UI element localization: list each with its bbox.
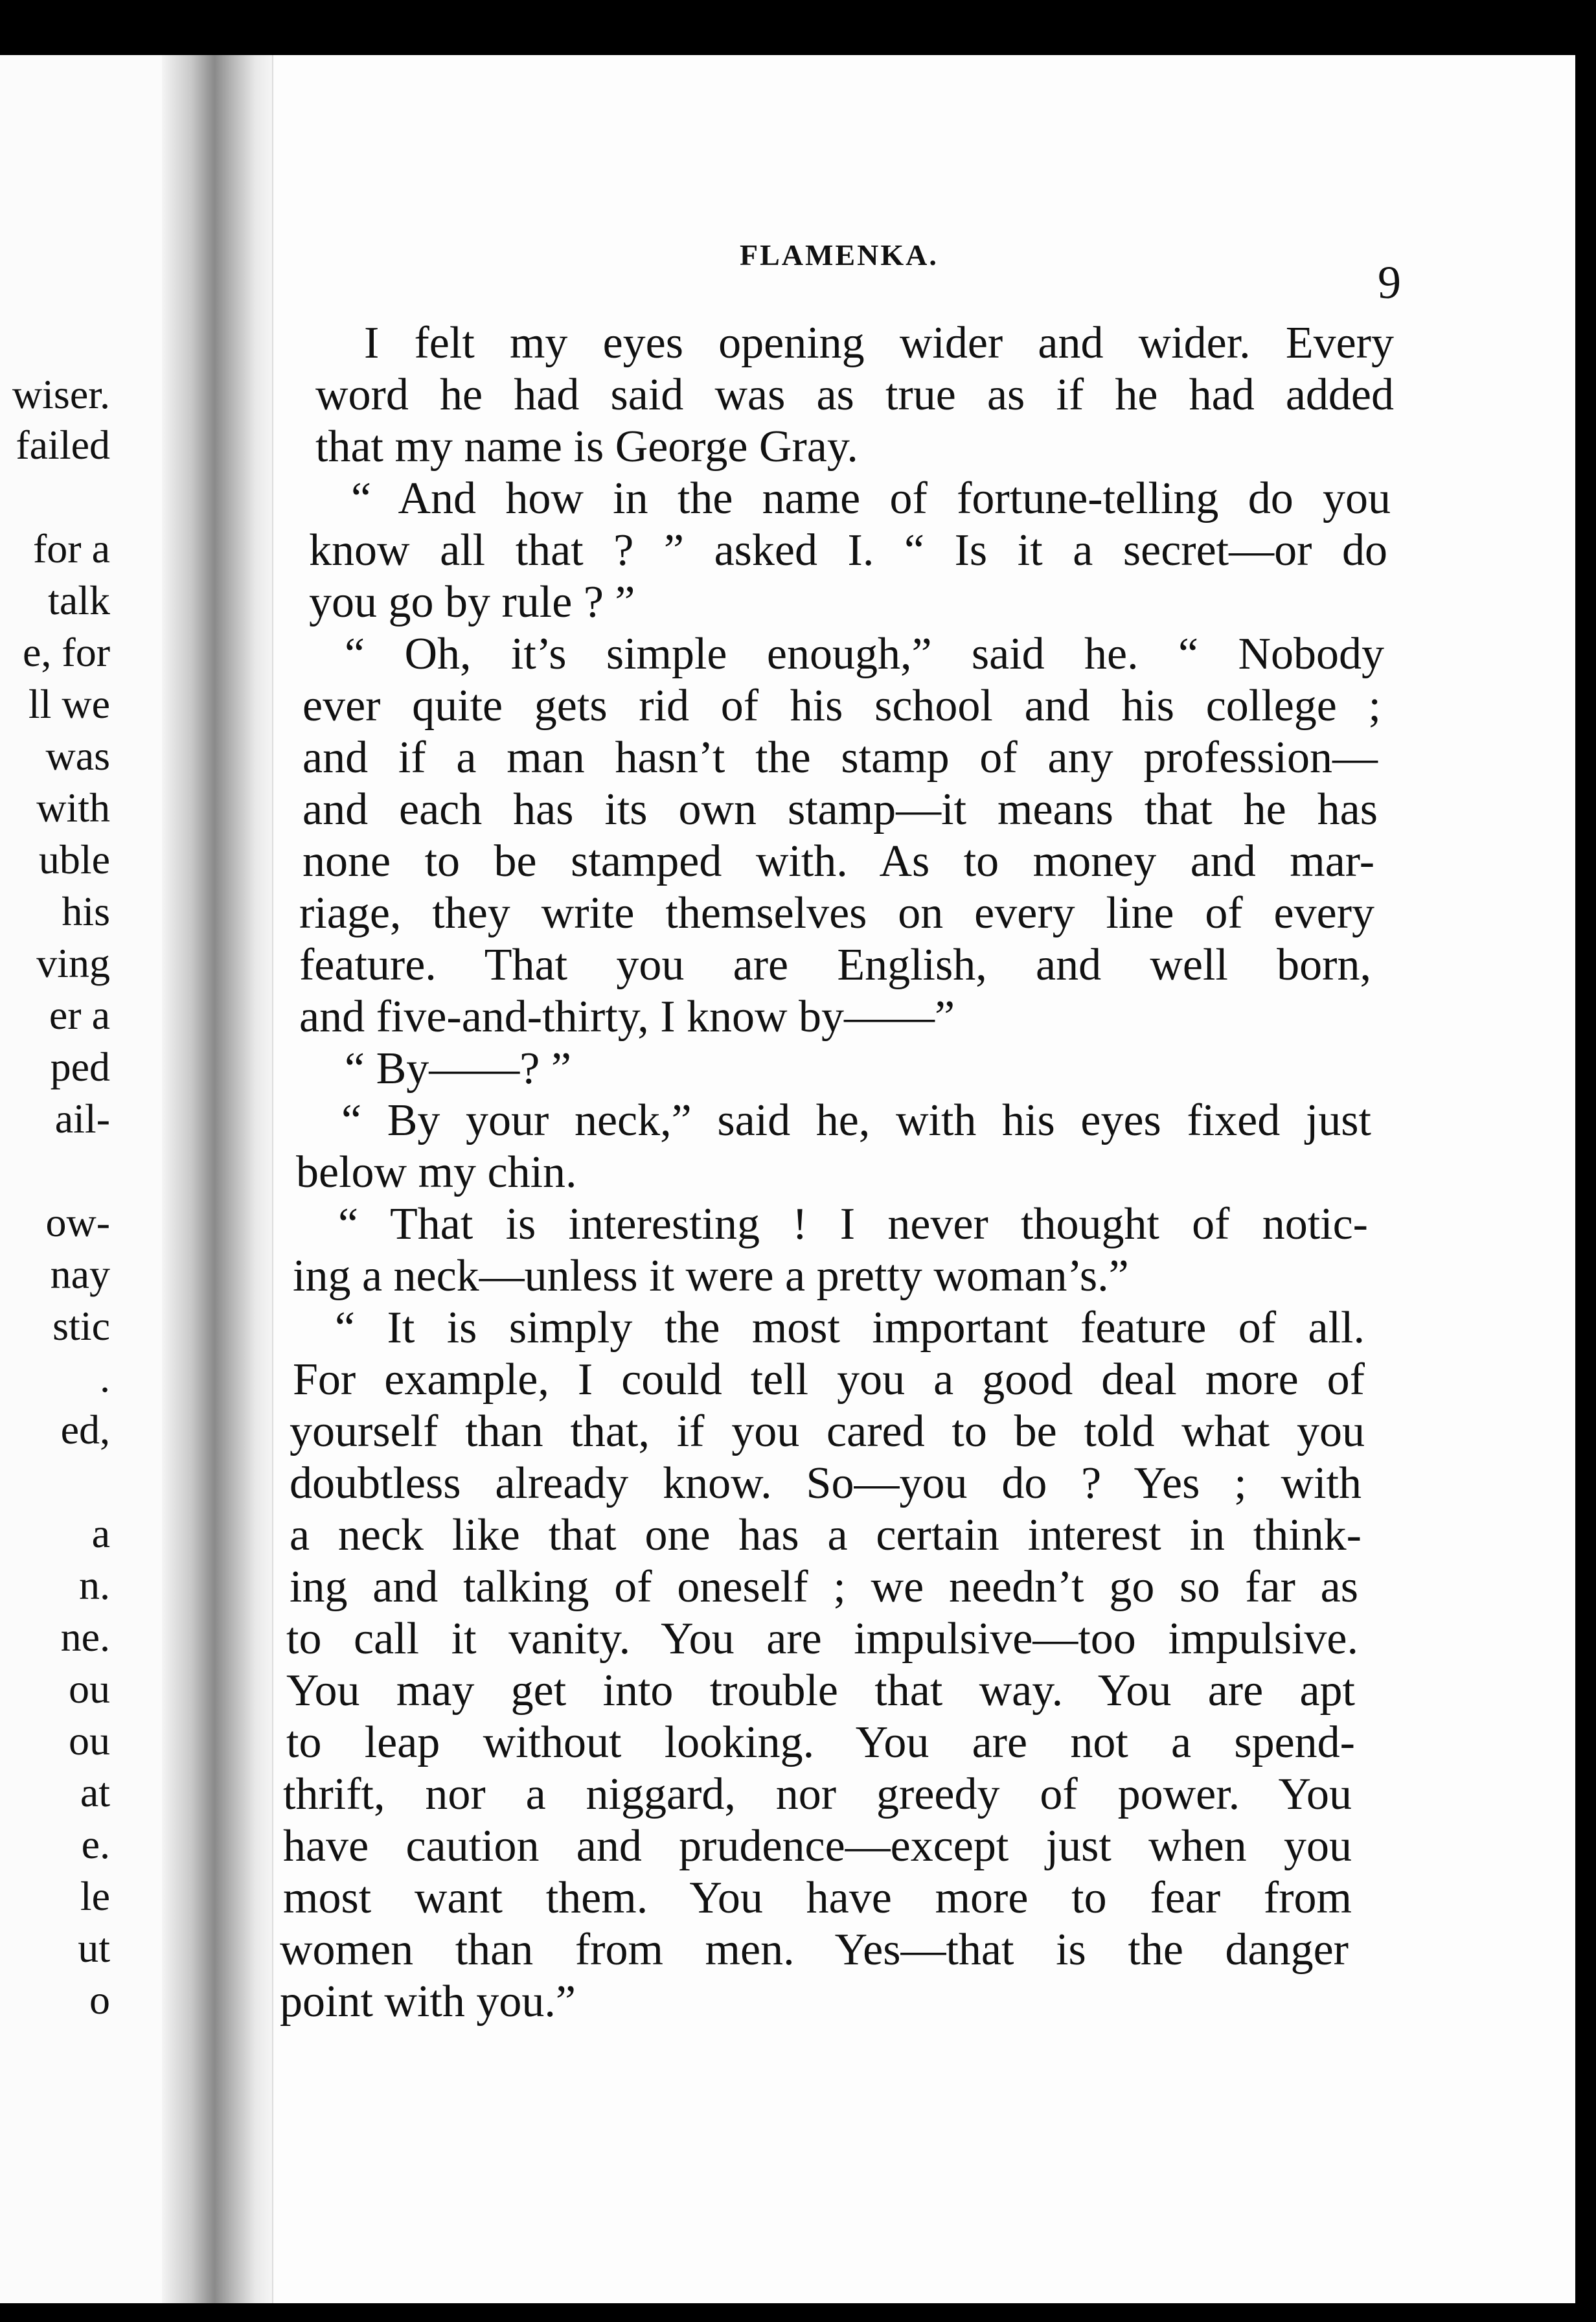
left-line-fragment: ped <box>50 1044 110 1090</box>
text-line: have caution and prudence—except just when you <box>283 1821 1352 1871</box>
text-line: and each has its own stamp—it means that he has <box>302 785 1378 834</box>
left-line-fragment: at <box>80 1769 110 1815</box>
left-line-fragment: wiser. <box>12 371 110 417</box>
text-line: know all that ? ” asked I. “ Is it a secret—or do <box>309 525 1387 575</box>
left-line-fragment: was <box>45 733 110 779</box>
text-line: riage, they write themselves on every line of every <box>299 888 1374 938</box>
text-line: most want them. You have more to fear from <box>283 1873 1352 1923</box>
text-line: doubtless already know. So—you do ? Yes ; with <box>290 1458 1362 1508</box>
text-line: that my name is George Gray. <box>315 422 858 472</box>
page-number: 9 <box>1378 257 1401 308</box>
text-line: point with you.” <box>280 1977 576 2027</box>
text-line: “ It is simply the most important feature of all. <box>335 1303 1365 1353</box>
left-line-fragment: ail- <box>54 1096 110 1142</box>
text-line: none to be stamped with. As to money and mar- <box>302 836 1374 886</box>
left-line-fragment: a <box>91 1510 110 1556</box>
left-line-fragment: ne. <box>60 1614 110 1660</box>
left-line-fragment: o <box>89 1977 110 2023</box>
text-line: to leap without looking. You are not a spend- <box>286 1718 1355 1767</box>
left-line-fragment: ou <box>69 1718 110 1764</box>
left-line-fragment: ow- <box>45 1199 110 1245</box>
running-head: FLAMENKA. <box>740 238 939 271</box>
left-line-fragment: . <box>100 1355 110 1401</box>
left-line-fragment: uble <box>38 836 110 882</box>
text-line: I felt my eyes opening wider and wider. Every <box>364 318 1394 368</box>
left-line-fragment: ll we <box>28 681 110 727</box>
text-line: word he had said was as true as if he had added <box>315 370 1394 420</box>
body-text <box>273 55 1575 2303</box>
text-line: a neck like that one has a certain interest in think- <box>290 1510 1362 1560</box>
text-line: ing a neck—unless it were a pretty woman’s.” <box>293 1251 1129 1301</box>
left-line-fragment: stic <box>52 1303 110 1349</box>
left-line-fragment: ed, <box>60 1407 110 1453</box>
text-line: You may get into trouble that way. You are apt <box>286 1666 1355 1716</box>
left-line-fragment: ou <box>69 1666 110 1712</box>
text-line: below my chin. <box>296 1147 577 1197</box>
text-line: you go by rule ? ” <box>309 577 635 627</box>
text-line: For example, I could tell you a good deal more of <box>293 1355 1365 1405</box>
text-line: “ That is interesting ! I never thought of notic- <box>338 1199 1368 1249</box>
left-line-fragment: failed <box>16 422 110 468</box>
left-line-fragment: talk <box>48 577 110 623</box>
left-line-fragment: his <box>62 888 110 934</box>
left-line-fragment: le <box>80 1873 110 1919</box>
left-line-fragment: n. <box>79 1562 110 1608</box>
text-line: to call it vanity. You are impulsive—too impulsive. <box>286 1614 1358 1664</box>
text-line: thrift, nor a niggard, nor greedy of power. You <box>283 1769 1352 1819</box>
text-line: and if a man hasn’t the stamp of any profession— <box>302 733 1378 783</box>
book-gutter-shadow <box>162 55 279 2303</box>
text-line: ever quite gets rid of his school and his college ; <box>302 681 1381 731</box>
left-line-fragment: nay <box>50 1251 110 1297</box>
left-line-fragment: e. <box>81 1821 110 1867</box>
left-line-fragment: e, for <box>22 629 110 675</box>
text-line: “ By your neck,” said he, with his eyes fixed just <box>341 1096 1371 1145</box>
left-line-fragment: er a <box>49 992 110 1038</box>
text-line: women than from men. Yes—that is the danger <box>280 1925 1349 1975</box>
text-line: and five-and-thirty, I know by——” <box>299 992 955 1042</box>
text-line: “ And how in the name of fortune-telling do you <box>351 474 1391 523</box>
text-line: feature. That you are English, and well born, <box>299 940 1371 990</box>
current-page <box>272 55 1575 2303</box>
text-line: yourself than that, if you cared to be told what you <box>290 1407 1365 1456</box>
left-line-fragment: for a <box>32 525 110 571</box>
text-line: ing and talking of oneself ; we needn’t go so far as <box>290 1562 1358 1612</box>
text-line: “ Oh, it’s simple enough,” said he. “ Nobody <box>345 629 1384 679</box>
left-line-fragment: ut <box>78 1925 110 1971</box>
left-line-fragment: ving <box>36 940 110 986</box>
text-line: “ By——? ” <box>345 1044 571 1094</box>
left-line-fragment: with <box>36 785 110 831</box>
